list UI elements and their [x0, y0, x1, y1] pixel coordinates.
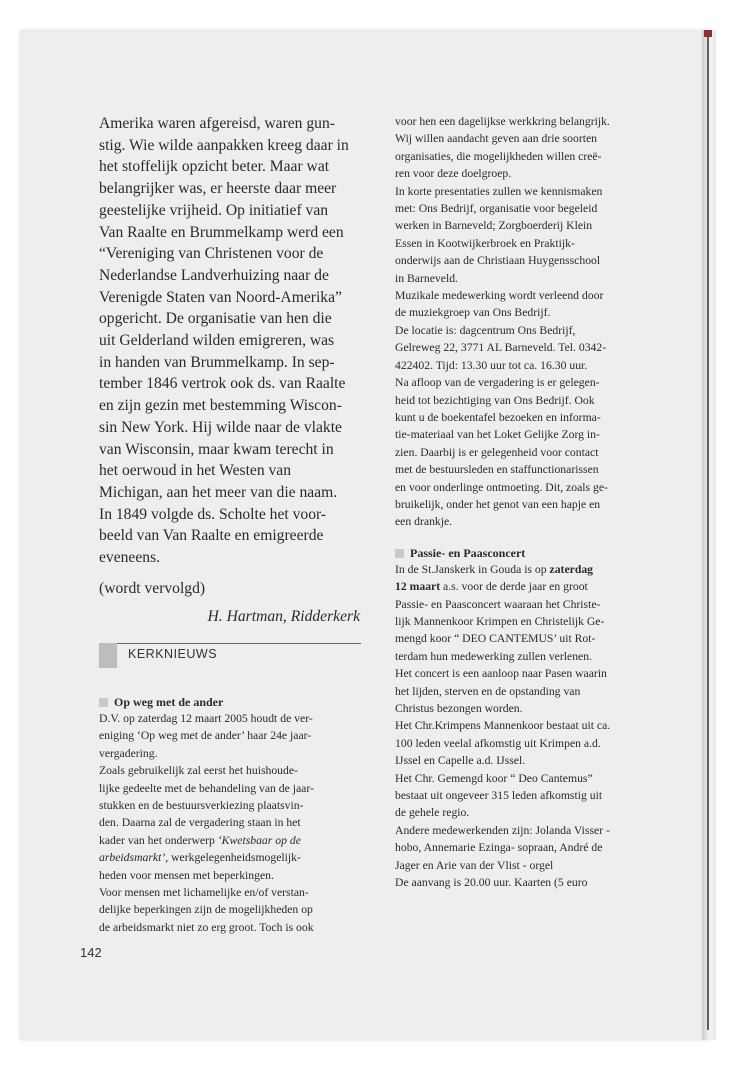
- text-line: Voor mensen met lichamelijke en/of verstan-: [99, 886, 309, 900]
- text-line: werken in Barneveld; Zorgboerderij Klein: [395, 219, 593, 233]
- text-line: Het Chr.Krimpens Mannenkoor bestaat uit ca.: [395, 719, 611, 733]
- text-line: tie-materiaal van het Loket Gelijke Zorg in-: [395, 428, 600, 442]
- article-title-text: Op weg met de ander: [114, 695, 224, 709]
- text-line: bruikelijk, onder het genot van een hapje en: [395, 497, 601, 511]
- text-line: Andere medewerkenden zijn: Jolanda Visser -: [395, 823, 610, 837]
- section-bar: [99, 643, 117, 668]
- text-line: het oerwoud in het Westen van: [99, 462, 292, 480]
- text-line: onderwijs aan de Christiaan Huygensschool: [395, 254, 601, 268]
- article-title: [395, 546, 695, 561]
- text-line: organisaties, die mogelijkheden willen creë-: [395, 149, 602, 163]
- text-line: van Wisconsin, maar kwam terecht in: [99, 440, 334, 458]
- text-line: [99, 849, 369, 866]
- text-line: [395, 578, 695, 595]
- text-run: , werkgelegenheidsmogelijk-: [165, 851, 301, 865]
- text-line: Verenigde Staten van Noord-Amerika”: [99, 288, 342, 306]
- text-line: 422402. Tijd: 13.30 uur tot ca. 16.30 uur.: [395, 358, 588, 372]
- text-line: mengd koor “ DEO CANTEMUS’ uit Rot-: [395, 632, 596, 646]
- section-header: [99, 643, 360, 665]
- text-line: In 1849 volgde ds. Scholte het voor-: [99, 505, 327, 523]
- text-line: een drankje.: [395, 515, 453, 529]
- text-line: Muzikale medewerking wordt verleend door: [395, 289, 604, 303]
- text-line: Na afloop van de vergadering is er gelegen-: [395, 376, 600, 390]
- text-line: de gehele regio.: [395, 806, 470, 820]
- text-run-italic: ‘Kwetsbaar op de: [217, 833, 301, 847]
- text-line: belangrijker was, er heerste daar meer: [99, 180, 337, 198]
- text-line: terdam hun medewerking zullen verlenen.: [395, 649, 592, 663]
- text-line: uit Gelderland wilden emigreren, was: [99, 332, 335, 350]
- text-line: beeld van Van Raalte en emigreerde: [99, 527, 324, 545]
- text-line: en zijn gezin met bestemming Wiscon-: [99, 397, 342, 415]
- text-line: eniging ‘Op weg met de ander’ haar 24e jaar-: [99, 729, 312, 743]
- text-line: heid tot bezichtiging van Ons Bedrijf. Ook: [395, 393, 595, 407]
- text-line: met: Ons Bedrijf, organisatie voor begeleid: [395, 202, 598, 216]
- text-line: Zoals gebruikelijk zal eerst het huishoude-: [99, 764, 298, 778]
- left-column: [99, 113, 360, 628]
- bookmark-mark: [704, 30, 712, 37]
- text-line: zien. Daarbij is er gelegenheid voor contact: [395, 445, 599, 459]
- right-body: [395, 113, 695, 531]
- text-line: tember 1846 vertrok ook ds. van Raalte: [99, 375, 346, 393]
- text-line: In korte presentaties zullen we kennismaken: [395, 184, 603, 198]
- text-line: vergadering.: [99, 746, 158, 760]
- page-edge: [702, 30, 716, 1040]
- author: H. Hartman, Ridderkerk: [207, 608, 360, 626]
- text-line: D.V. op zaterdag 12 maart 2005 houdt de ver-: [99, 712, 313, 725]
- text-run-bold: zaterdag: [549, 562, 594, 576]
- text-line: kunt u de boekentafel bezoeken en informa-: [395, 410, 601, 424]
- text-line: delijke beperkingen zijn de mogelijkheden op: [99, 903, 313, 917]
- text-line: [395, 561, 695, 578]
- text-line: sin New York. Hij wilde naar de vlakte: [99, 418, 342, 436]
- text-run-italic: arbeidsmarkt’: [99, 851, 166, 865]
- text-line: met de bestuursleden en staffunctionarissen: [395, 463, 599, 477]
- text-line: IJssel en Capelle a.d. IJssel.: [395, 754, 526, 768]
- article-body: [99, 710, 369, 936]
- section-rule: [117, 643, 361, 644]
- article-title-text: Passie- en Paasconcert: [410, 545, 526, 560]
- text-line: bestaat uit ongeveer 315 leden afkomstig uit: [395, 789, 603, 803]
- text-line: Christus bezongen worden.: [395, 702, 523, 715]
- text-line: de arbeidsmarkt niet zo erg groot. Toch is ook: [99, 920, 314, 934]
- text-line: Amerika waren afgereisd, waren gun-: [99, 115, 335, 132]
- square-bullet-icon: [395, 549, 404, 558]
- article-title: [99, 695, 369, 710]
- text-line: het stoffelijk opzicht beter. Maar wat: [99, 158, 330, 176]
- text-line: eveneens.: [99, 549, 161, 567]
- text-run: In de St.Janskerk in Gouda is op: [395, 562, 550, 576]
- text-line: “Vereniging van Christenen voor de: [99, 245, 324, 263]
- text-line: Jager en Arie van der Vlist - orgel: [395, 858, 554, 872]
- text-line: Van Raalte en Brummelkamp werd een: [99, 223, 344, 241]
- to-be-continued: (wordt vervolgd): [99, 579, 206, 597]
- text-line: 100 leden veelal afkomstig uit Krimpen a.d.: [395, 736, 601, 750]
- text-line: De aanvang is 20.00 uur. Kaarten (5 euro: [395, 876, 588, 890]
- text-run: a.s. voor de derde jaar en groot: [440, 580, 588, 594]
- square-bullet-icon: [99, 698, 108, 707]
- article-body: [395, 561, 695, 892]
- section-title: KERKNIEUWS: [128, 647, 218, 661]
- text-line: Passie- en Paasconcert waaraan het Christe-: [395, 597, 601, 611]
- right-column: [395, 113, 695, 891]
- article-op-weg: [99, 695, 369, 936]
- text-line: Essen in Kootwijkerbroek en Praktijk-: [395, 236, 575, 250]
- text-line: geestelijke vrijheid. Op initiatief van: [99, 201, 329, 219]
- text-line: opgericht. De organisatie van hen die: [99, 310, 332, 328]
- text-line: hobo, Annemarie Ezinga- sopraan, André de: [395, 841, 603, 855]
- text-line: Michigan, aan het meer van die naam.: [99, 483, 338, 501]
- text-line: Gelreweg 22, 3771 AL Barneveld. Tel. 0342-: [395, 341, 607, 355]
- text-line: de muziekgroep van Ons Bedrijf.: [395, 306, 551, 320]
- text-run: kader van het onderwerp: [99, 833, 218, 847]
- text-line: in handen van Brummelkamp. In sep-: [99, 353, 335, 371]
- left-body: [99, 113, 360, 569]
- text-line: den. Daarna zal de vergadering staan in het: [99, 816, 301, 830]
- page-number: 142: [80, 945, 102, 960]
- text-run-bold: 12 maart: [395, 580, 441, 594]
- text-line: [99, 832, 369, 849]
- text-line: De locatie is: dagcentrum Ons Bedrijf,: [395, 323, 576, 337]
- text-line: Wij willen aandacht geven aan drie soorten: [395, 132, 598, 146]
- text-line: lijke gedeelte met de behandeling van de jaar-: [99, 781, 314, 795]
- text-line: heden voor mensen met beperkingen.: [99, 868, 274, 882]
- text-line: Het Chr. Gemengd koor “ Deo Cantemus”: [395, 771, 593, 785]
- text-line: het lijden, sterven en de opstanding van: [395, 684, 581, 698]
- text-line: ren voor deze doelgroep.: [395, 167, 512, 181]
- page-edge-line: [707, 30, 709, 1030]
- text-line: voor hen een dagelijkse werkkring belangrijk.: [395, 115, 610, 128]
- text-line: stig. Wie wilde aanpakken kreeg daar in: [99, 136, 349, 154]
- text-line: stukken en de bestuursverkiezing plaatsvin-: [99, 799, 304, 813]
- text-line: in Barneveld.: [395, 271, 458, 285]
- text-line: Het concert is een aanloop naar Pasen waarin: [395, 667, 607, 681]
- text-line: en voor onderlinge ontmoeting. Dit, zoals ge-: [395, 480, 608, 494]
- text-line: lijk Mannenkoor Krimpen en Christelijk Ge-: [395, 614, 605, 628]
- text-line: Nederlandse Landverhuizing naar de: [99, 266, 329, 284]
